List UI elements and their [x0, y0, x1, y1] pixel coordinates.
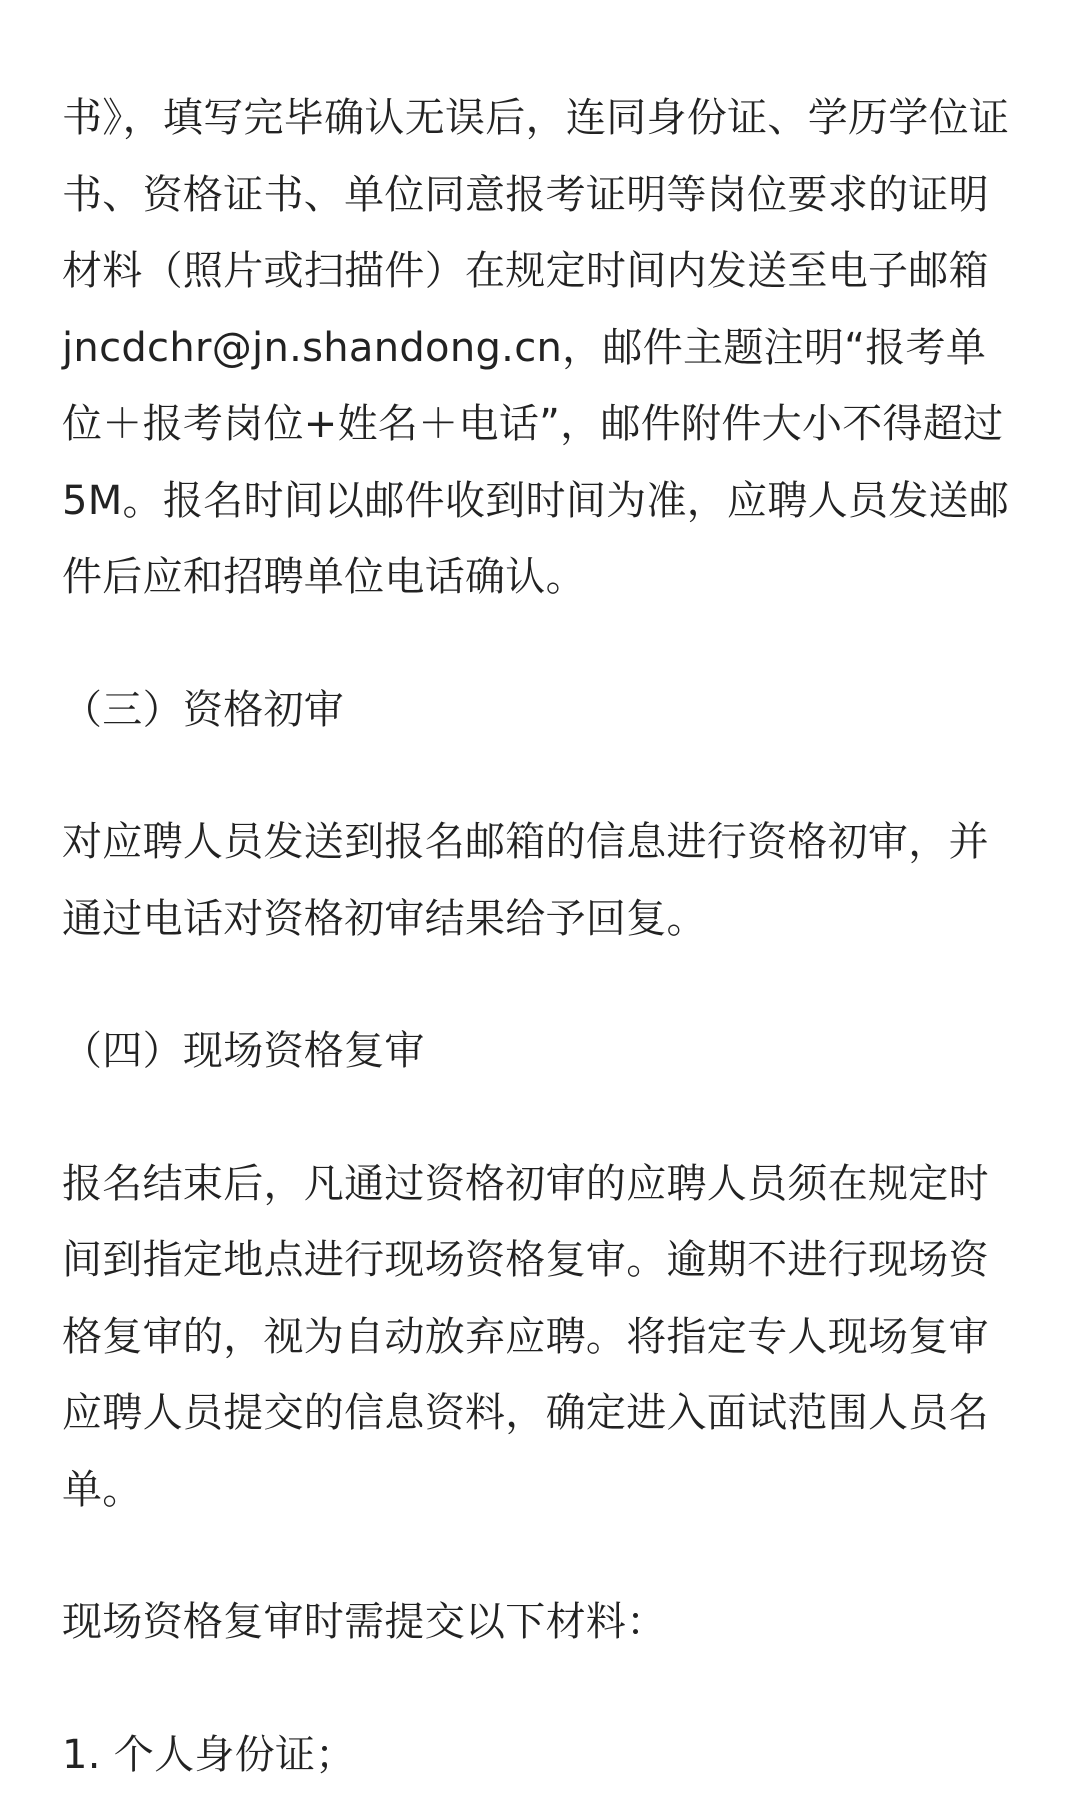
- section-heading-preliminary-review: （三）资格初审: [62, 686, 345, 733]
- article-body: [62, 80, 1022, 1793]
- paragraph-submission-instructions: 书》，填写完毕确认无误后，连同身份证、学历学位证书、资格证书、单位同意报考证明等岗位要求的证明材料（照片或扫描件）在规定时间内发送至电子邮箱jncdchr@jn.shandong.cn，邮件主题注明“报考单位＋报考岗位+姓名＋电话”，邮件附件大小不得超过5M。报名时间以邮件收到时间为准，应聘人员发送邮件后应和招聘单位电话确认。: [62, 95, 1010, 600]
- paragraph-preliminary-review: 对应聘人员发送到报名邮箱的信息进行资格初审，并通过电话对资格初审结果给予回复。: [62, 819, 989, 942]
- paragraph-onsite-review: 报名结束后，凡通过资格初审的应聘人员须在规定时间到指定地点进行现场资格复审。逾期不进行现场资格复审的，视为自动放弃应聘。将指定专人现场复审应聘人员提交的信息资料，确定进入面试范围人员名单。: [62, 1160, 989, 1513]
- section-heading-onsite-review: （四）现场资格复审: [62, 1028, 425, 1074]
- list-item-id-card: 1. 个人身份证；: [62, 1731, 356, 1778]
- paragraph-materials-intro: 现场资格复审时需提交以下材料：: [62, 1599, 667, 1645]
